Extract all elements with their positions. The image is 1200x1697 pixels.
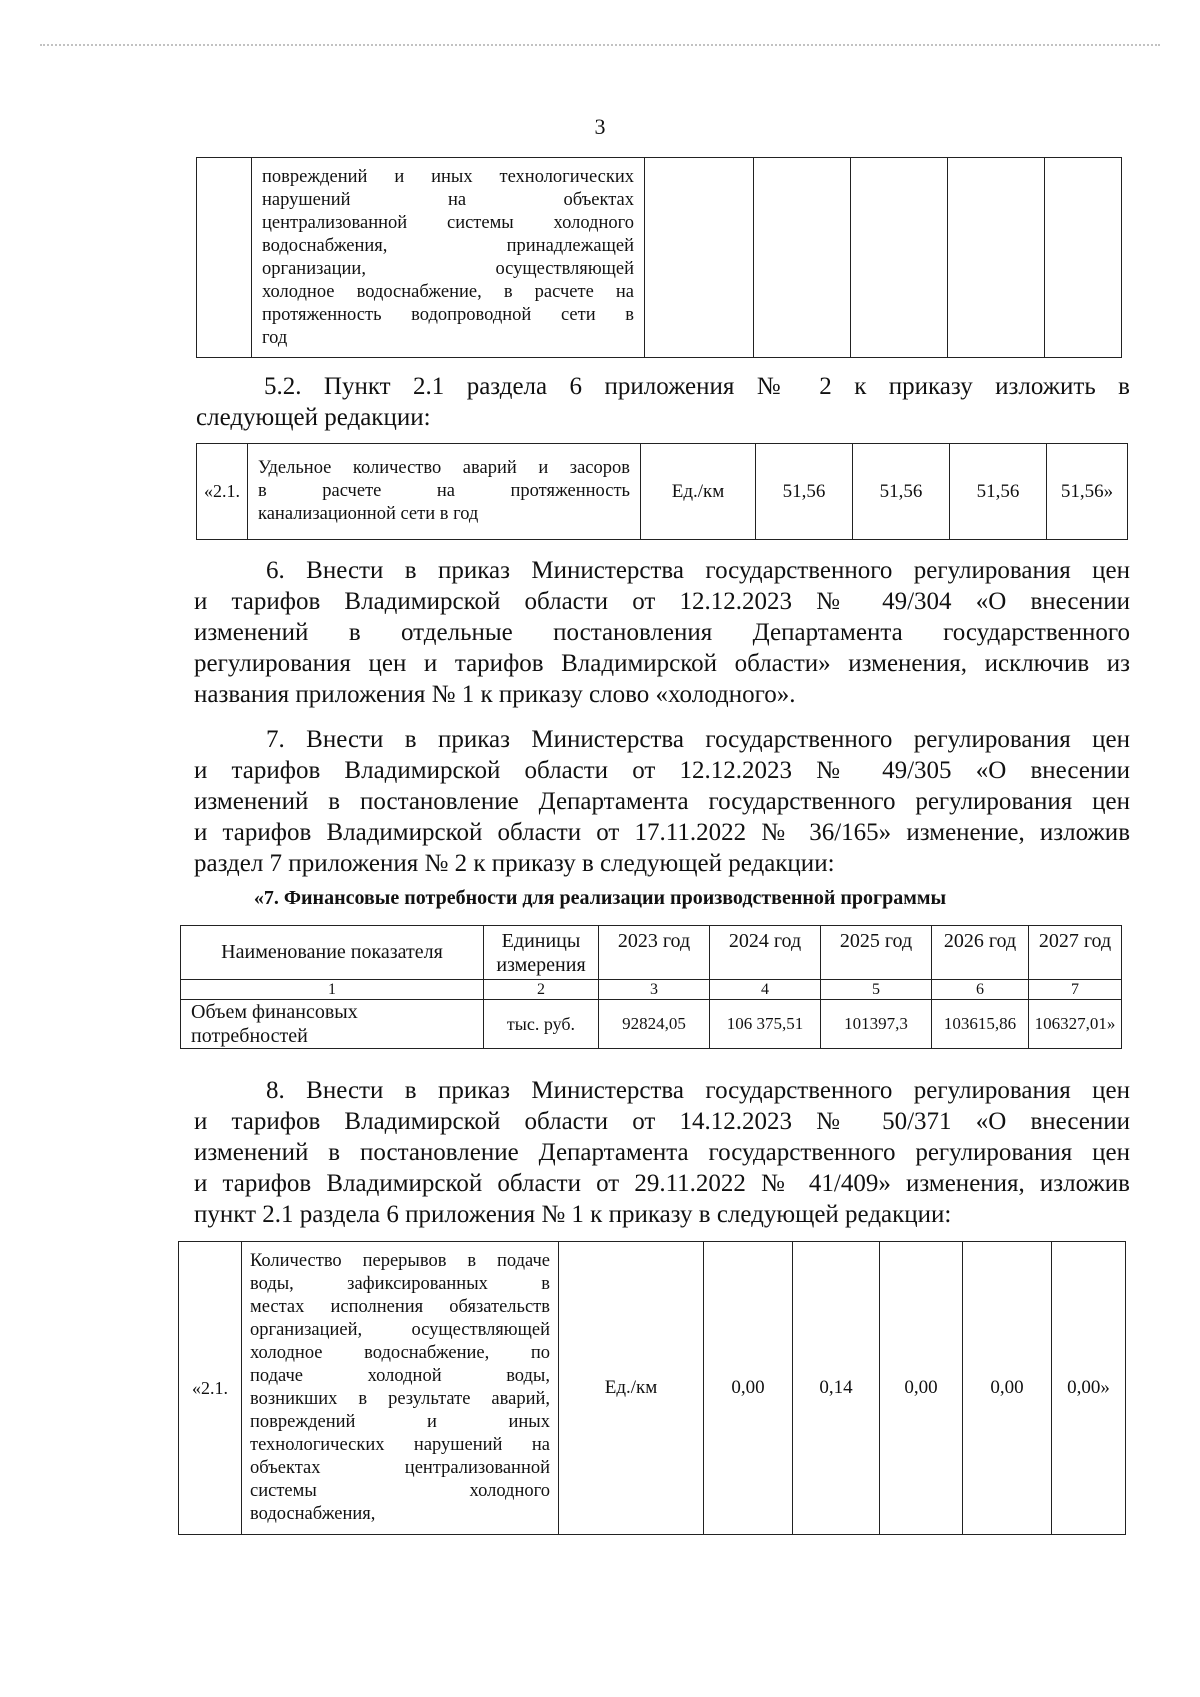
header-cell: Единицы измерения <box>484 926 599 980</box>
table-financial-needs <box>180 925 1122 1049</box>
table-item-2-1-sewer <box>196 443 1128 540</box>
description-line: подаче холодной воды, <box>250 1366 550 1386</box>
paragraph-line: и тарифов Владимирской области от 29.11.2022 № 41/409» изменения, изложив <box>194 1170 1130 1197</box>
table-cell-number: «2.1. <box>197 444 248 540</box>
header-cell: 2026 год <box>932 926 1029 980</box>
description-line: нарушений на объектах <box>262 189 634 210</box>
description-line: организацией, осуществляющей <box>250 1320 550 1340</box>
row-value: 101397,3 <box>821 1000 932 1049</box>
description-line: протяженность водопроводной сети в <box>262 304 634 325</box>
table-cell-empty <box>754 158 851 358</box>
paragraph-line: названия приложения № 1 к приказу слово «холодного». <box>194 681 796 708</box>
paragraph-line: 7. Внести в приказ Министерства государственного регулирования цен <box>266 726 1130 753</box>
description-line: Удельное количество аварий и засоров <box>258 458 630 478</box>
description-line: холодное водоснабжение, по <box>250 1343 550 1363</box>
description-line: организации, осуществляющей <box>262 258 634 279</box>
row-value: 103615,86 <box>932 1000 1029 1049</box>
paragraph-line: изменений в постановление Департамента государственного регулирования цен <box>194 788 1130 815</box>
table-cell-empty <box>948 158 1045 358</box>
table-cell-value: 0,00» <box>1052 1242 1126 1535</box>
description-line: канализационной сети в год <box>258 504 479 524</box>
scan-artifact-line <box>40 44 1160 46</box>
paragraph-line: 8. Внести в приказ Министерства государственного регулирования цен <box>266 1077 1130 1104</box>
table-cell-value: 0,00 <box>963 1242 1052 1535</box>
description-line: воды, зафиксированных в <box>250 1274 550 1294</box>
header-cell: Наименование показателя <box>181 926 484 980</box>
description-line: водоснабжения, принадлежащей <box>262 235 634 256</box>
description-line: водоснабжения, <box>250 1504 376 1524</box>
column-number: 7 <box>1029 980 1122 1000</box>
paragraph-6 <box>194 555 1130 710</box>
header-cell: 2027 год <box>1029 926 1122 980</box>
table-cell-number: «2.1. <box>179 1242 242 1535</box>
paragraph-line: и тарифов Владимирской области от 17.11.2022 № 36/165» изменение, изложив <box>194 819 1130 846</box>
table-item-2-1-water <box>178 1241 1126 1535</box>
description-line: повреждений и иных технологических <box>262 166 634 187</box>
description-line: централизованной системы холодного <box>262 212 634 233</box>
table-cell-number <box>197 158 252 358</box>
column-number: 6 <box>932 980 1029 1000</box>
row-value: 106327,01» <box>1029 1000 1122 1049</box>
table-cell-value: 0,00 <box>704 1242 793 1535</box>
section-7-title: «7. Финансовые потребности для реализации производственной программы <box>253 887 947 909</box>
row-value: 106 375,51 <box>710 1000 821 1049</box>
table-cell-empty <box>1045 158 1122 358</box>
table-cell-value: 0,14 <box>793 1242 880 1535</box>
paragraph-line: и тарифов Владимирской области от 14.12.2023 № 50/371 «О внесении <box>194 1108 1130 1135</box>
description-line: Количество перерывов в подаче <box>250 1251 550 1271</box>
column-number: 3 <box>599 980 710 1000</box>
description-line: технологических нарушений на <box>250 1435 550 1455</box>
description-line: холодное водоснабжение, в расчете на <box>262 281 634 302</box>
paragraph-8 <box>194 1075 1130 1230</box>
header-cell: 2023 год <box>599 926 710 980</box>
paragraph-5-2 <box>196 371 1130 433</box>
paragraph-line: регулирования цен и тарифов Владимирской области» изменения, исключив из <box>194 650 1130 677</box>
description-line: системы холодного <box>250 1481 550 1501</box>
table-cell-value: 51,56 <box>853 444 950 540</box>
paragraph-line: 6. Внести в приказ Министерства государственного регулирования цен <box>266 557 1130 584</box>
paragraph-line: следующей редакции: <box>196 404 431 431</box>
paragraph-line: и тарифов Владимирской области от 12.12.2023 № 49/304 «О внесении <box>194 588 1130 615</box>
paragraph-line: раздел 7 приложения № 2 к приказу в следующей редакции: <box>194 850 835 877</box>
paragraph-7 <box>194 724 1130 879</box>
column-number: 4 <box>710 980 821 1000</box>
table-cell-value: 0,00 <box>880 1242 963 1535</box>
description-line: местах исполнения обязательств <box>250 1297 550 1317</box>
description-line: объектах централизованной <box>250 1458 550 1478</box>
table-cell-value: 51,56 <box>950 444 1047 540</box>
table-cell-empty <box>851 158 948 358</box>
table-cell-description <box>252 158 645 358</box>
column-number: 5 <box>821 980 932 1000</box>
row-unit: тыс. руб. <box>484 1000 599 1049</box>
table-cell-description <box>242 1242 559 1535</box>
table-cell-unit: Ед./км <box>559 1242 704 1535</box>
paragraph-line: и тарифов Владимирской области от 12.12.2023 № 49/305 «О внесении <box>194 757 1130 784</box>
table-cell-value: 51,56» <box>1047 444 1128 540</box>
description-line: год <box>262 327 288 348</box>
table-cell-description <box>248 444 641 540</box>
paragraph-line: изменений в отдельные постановления Департамента государственного <box>194 619 1130 646</box>
table-cell-unit: Ед./км <box>641 444 756 540</box>
row-value: 92824,05 <box>599 1000 710 1049</box>
paragraph-line: изменений в постановление Департамента государственного регулирования цен <box>194 1139 1130 1166</box>
table-continuation <box>196 157 1122 358</box>
column-number: 1 <box>181 980 484 1000</box>
description-line: повреждений и иных <box>250 1412 550 1432</box>
page-number: 3 <box>594 114 606 139</box>
header-cell: 2025 год <box>821 926 932 980</box>
column-number: 2 <box>484 980 599 1000</box>
description-line: в расчете на протяженность <box>258 481 630 501</box>
paragraph-line: 5.2. Пункт 2.1 раздела 6 приложения № 2 к приказу изложить в <box>264 373 1130 400</box>
table-cell-empty <box>645 158 754 358</box>
description-line: возникших в результате аварий, <box>250 1389 550 1409</box>
header-cell: 2024 год <box>710 926 821 980</box>
paragraph-line: пункт 2.1 раздела 6 приложения № 1 к приказу в следующей редакции: <box>194 1201 952 1228</box>
row-label: Объем финансовых потребностей <box>181 1000 484 1049</box>
table-cell-value: 51,56 <box>756 444 853 540</box>
